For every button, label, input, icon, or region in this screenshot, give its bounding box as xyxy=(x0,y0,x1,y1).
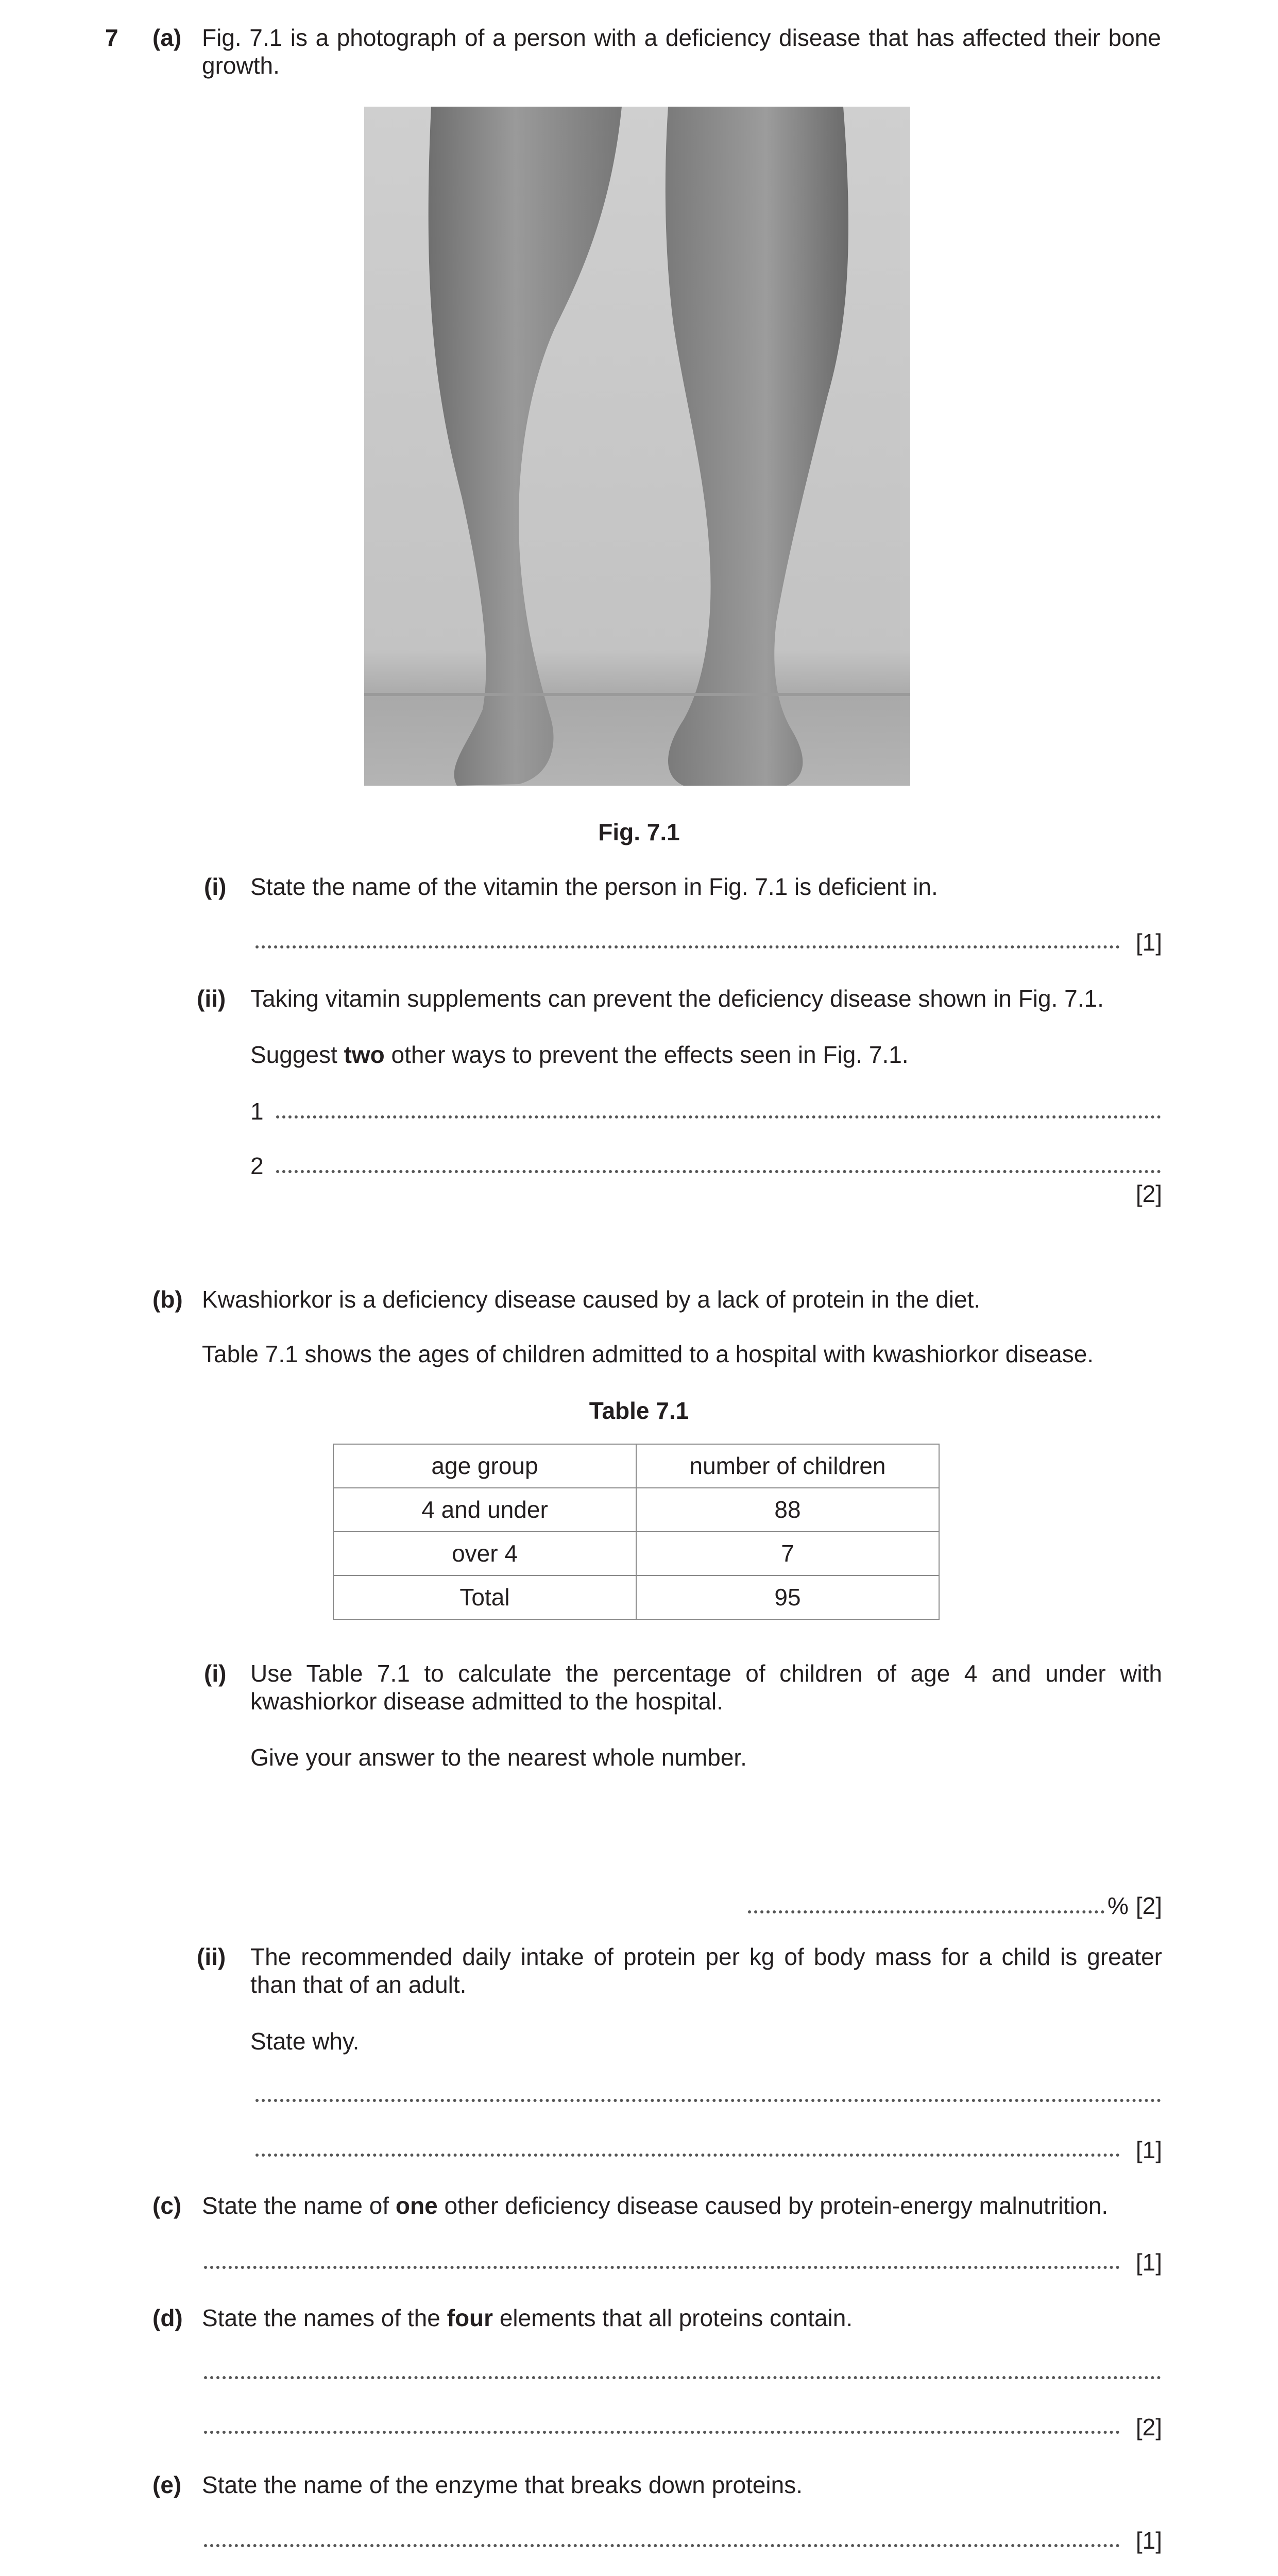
table-cell: 95 xyxy=(636,1575,939,1619)
part-a-i-label: (i) xyxy=(204,873,227,900)
answer-line[interactable] xyxy=(204,2376,1161,2379)
column-header: age group xyxy=(333,1444,636,1488)
answer-line[interactable] xyxy=(204,2431,1120,2434)
part-a-i-text: State the name of the vitamin the person in Fig. 7.1 is deficient in. xyxy=(250,873,938,900)
part-c-label: (c) xyxy=(152,2192,182,2219)
part-b-label: (b) xyxy=(152,1286,183,1313)
table-row xyxy=(333,1488,939,1532)
marks: [1] xyxy=(1135,2527,1162,2554)
answer-line[interactable] xyxy=(255,2099,1161,2102)
part-a-intro: Fig. 7.1 is a photograph of a person with a deficiency disease that has affected their bone growth. xyxy=(202,24,1161,79)
legs-photograph xyxy=(364,107,910,786)
table-cell: Total xyxy=(333,1575,636,1619)
part-e-label: (e) xyxy=(152,2471,182,2498)
marks: [2] xyxy=(1135,1892,1162,1919)
figure-caption: Fig. 7.1 xyxy=(598,819,680,845)
table-header-row xyxy=(333,1444,939,1488)
answer-line[interactable] xyxy=(204,2266,1120,2269)
table-cell: 7 xyxy=(636,1532,939,1575)
marks: [2] xyxy=(1135,1180,1162,1207)
table-cell: 4 and under xyxy=(333,1488,636,1532)
table-cell: over 4 xyxy=(333,1532,636,1575)
answer-line[interactable] xyxy=(255,945,1120,948)
part-b-ii-label: (ii) xyxy=(197,1943,226,1970)
table-intro: Table 7.1 shows the ages of children admitted to a hospital with kwashiorkor disease. xyxy=(202,1341,1094,1367)
part-e-text: State the name of the enzyme that breaks down proteins. xyxy=(202,2471,803,2498)
question-number: 7 xyxy=(105,24,118,51)
answer-line[interactable] xyxy=(204,2544,1120,2547)
marks: [1] xyxy=(1135,2249,1162,2276)
data-table xyxy=(333,1444,940,1620)
answer-number-2: 2 xyxy=(250,1153,264,1179)
part-a-ii-text: Taking vitamin supplements can prevent the deficiency disease shown in Fig. 7.1. xyxy=(250,985,1104,1012)
part-b-i-text: Use Table 7.1 to calculate the percentage of children of age 4 and under with kwashiorkor disease admitted to the hospital. xyxy=(250,1660,1162,1715)
part-b-intro: Kwashiorkor is a deficiency disease caused by a lack of protein in the diet. xyxy=(202,1286,981,1313)
part-b-i-instruction: Give your answer to the nearest whole number. xyxy=(250,1744,747,1771)
part-d-text: State the names of the four elements that all proteins contain. xyxy=(202,2304,853,2331)
marks: [1] xyxy=(1135,929,1162,956)
answer-line-percentage[interactable] xyxy=(748,1910,1104,1913)
marks: [1] xyxy=(1135,2137,1162,2163)
part-b-ii-instruction: State why. xyxy=(250,2028,360,2055)
answer-line[interactable] xyxy=(255,2154,1120,2157)
figure-7-1-photo xyxy=(364,107,910,786)
part-b-i-label: (i) xyxy=(204,1660,227,1687)
answer-line-2[interactable] xyxy=(276,1170,1161,1173)
table-cell: 88 xyxy=(636,1488,939,1532)
part-a-ii-label: (ii) xyxy=(197,985,226,1012)
part-a-ii-prompt: Suggest two other ways to prevent the effects seen in Fig. 7.1. xyxy=(250,1041,909,1068)
part-a-label: (a) xyxy=(152,24,182,51)
answer-line-1[interactable] xyxy=(276,1115,1161,1118)
column-header: number of children xyxy=(636,1444,939,1488)
table-title: Table 7.1 xyxy=(589,1397,689,1424)
marks: [2] xyxy=(1135,2414,1162,2441)
table-row xyxy=(333,1575,939,1619)
percent-unit: % xyxy=(1107,1892,1129,1919)
part-d-label: (d) xyxy=(152,2304,183,2331)
part-c-text: State the name of one other deficiency disease caused by protein-energy malnutrition. xyxy=(202,2192,1109,2219)
table-row xyxy=(333,1532,939,1575)
answer-number-1: 1 xyxy=(250,1098,264,1125)
part-b-ii-text: The recommended daily intake of protein per kg of body mass for a child is greater than that of an adult. xyxy=(250,1943,1162,1998)
